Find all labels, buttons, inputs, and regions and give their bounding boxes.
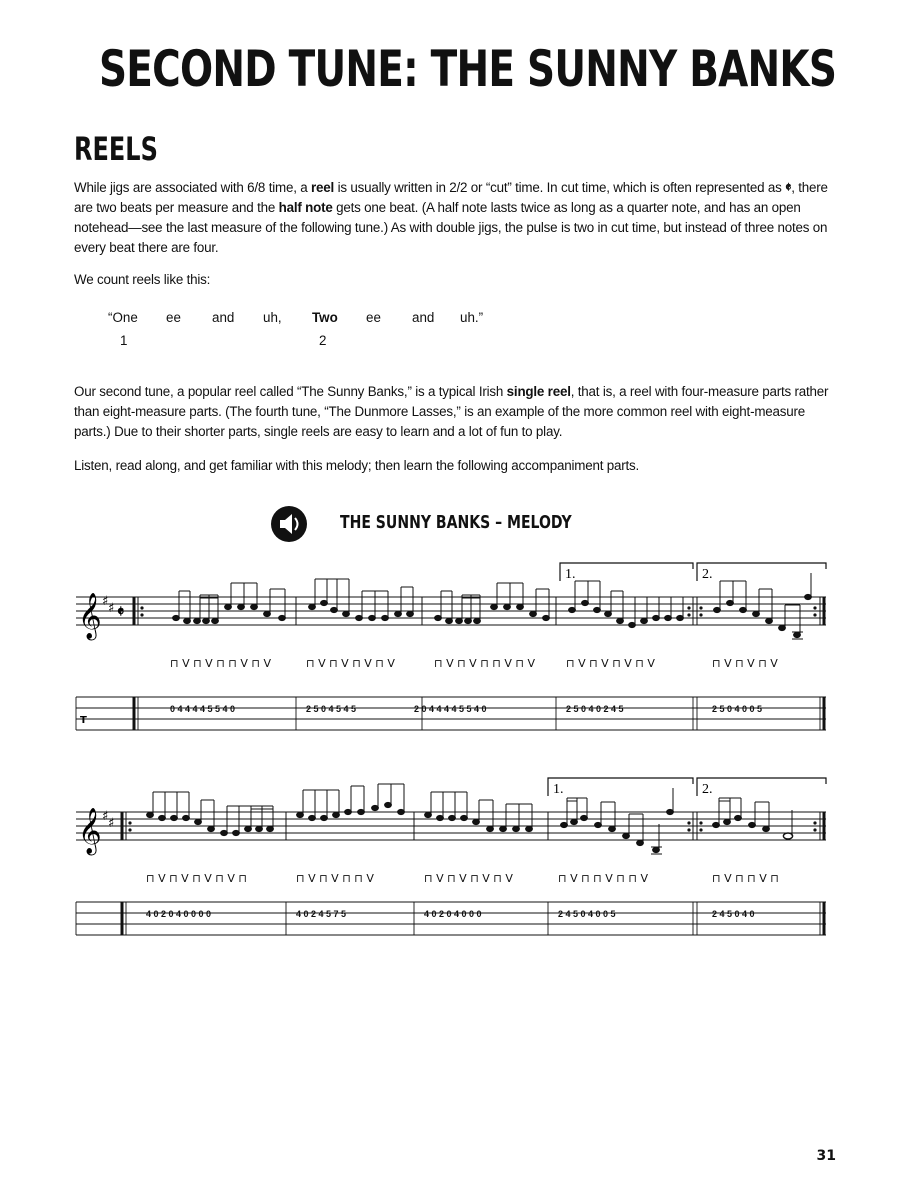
count-word: uh.” xyxy=(460,310,484,325)
picking-marks: ⊓ V ⊓ V ⊓ V ⊓ V ⊓ xyxy=(146,872,247,885)
music-system-1 xyxy=(0,555,900,735)
tab-measure: 0 4 4 4 4 5 5 4 0 xyxy=(170,704,236,714)
first-ending-label: 1. xyxy=(565,567,576,582)
tab-numbers-2 xyxy=(146,909,755,919)
page-title: SECOND TUNE: THE SUNNY BANKS xyxy=(99,40,837,98)
audio-track-icon[interactable] xyxy=(270,505,308,543)
tab-measure: 2 0 4 4 4 4 5 5 4 0 xyxy=(414,704,487,714)
picking-marks: ⊓ V ⊓ V ⊓ ⊓ V ⊓ V xyxy=(434,657,535,670)
tab-measure: 2 5 0 4 5 4 5 xyxy=(306,704,357,714)
count-word: “One xyxy=(108,310,138,325)
count-word: and xyxy=(212,310,235,325)
first-ending-label: 1. xyxy=(553,782,564,797)
intro-paragraph-1: While jigs are associated with 6/8 time, a reel is usually written in 2/2 or “cut” time. In cut time, which is often represented as 𝄵, there are two beats per measure and the half note gets one beat. (A half note lasts twice as long as a quarter note, and has an open notehead—see the last measure of the following tune.) As with double jigs, the pulse is two in cut time, but instead of three notes on every beat there are four. xyxy=(74,179,828,255)
picking-marks: ⊓ V ⊓ ⊓ V ⊓ xyxy=(712,872,779,885)
picking-pattern-1 xyxy=(170,657,778,670)
picking-marks: ⊓ V ⊓ ⊓ V ⊓ ⊓ V xyxy=(558,872,648,885)
beat-number: 2 xyxy=(319,333,327,348)
tab-measure: 4 0 2 0 4 0 0 0 0 xyxy=(146,909,212,919)
intro-paragraph-3: Our second tune, a popular reel called “The Sunny Banks,” is a typical Irish single reel, that is, a reel with four-measure parts rather than eight-measure parts. (The fourth tune, “The Dunmore Lasses,” is an example of the more common reel with eight-measure parts.) Due to their shorter parts, single reels are easy to learn and a lot of fun to play. xyxy=(74,384,829,439)
second-ending-label: 2. xyxy=(702,567,713,582)
picking-marks: ⊓ V ⊓ V ⊓ V ⊓ V xyxy=(306,657,395,670)
count-word: and xyxy=(412,310,435,325)
first-ending-bracket xyxy=(548,778,693,796)
beat-number: 1 xyxy=(120,333,128,348)
picking-marks: ⊓ V ⊓ V ⊓ V xyxy=(712,657,778,670)
intro-paragraph-2: We count reels like this: xyxy=(74,272,211,287)
tab-measure: 4 0 2 0 4 0 0 0 xyxy=(424,909,482,919)
section-heading: REELS xyxy=(74,130,158,168)
count-word: ee xyxy=(366,310,381,325)
melody-notes-1 xyxy=(173,573,812,639)
key-signature-sharp-icon: ♯ xyxy=(108,816,115,831)
first-ending-bracket xyxy=(560,563,693,581)
count-word: uh, xyxy=(263,310,282,325)
key-signature-sharp-icon: ♯ xyxy=(102,809,109,824)
key-signature-sharp-icon: ♯ xyxy=(108,601,115,616)
intro-paragraph-4: Listen, read along, and get familiar with this melody; then learn the following accompaniment parts. xyxy=(74,458,640,473)
tab-measure: 2 5 0 4 0 0 5 xyxy=(712,704,763,714)
staff-notation-1 xyxy=(0,555,900,735)
tab-measure: 2 4 5 0 4 0 xyxy=(712,909,755,919)
treble-clef-icon: 𝄞 xyxy=(78,808,102,854)
picking-pattern-2 xyxy=(146,872,779,885)
treble-clef-icon: 𝄞 xyxy=(78,593,102,639)
second-ending-bracket xyxy=(697,563,826,581)
tab-numbers-1 xyxy=(170,704,762,714)
second-ending-bracket xyxy=(697,778,826,796)
cut-time-icon: 𝄵 xyxy=(117,602,125,621)
picking-marks: ⊓ V ⊓ V ⊓ ⊓ V xyxy=(296,872,374,885)
music-system-2 xyxy=(0,770,900,950)
picking-marks: ⊓ V ⊓ V ⊓ V ⊓ V xyxy=(566,657,655,670)
tab-measure: 2 4 5 0 4 0 0 5 xyxy=(558,909,616,919)
cut-time-symbol: 𝄵 xyxy=(785,179,792,195)
picking-marks: ⊓ V ⊓ V ⊓ V ⊓ V xyxy=(424,872,513,885)
staff-notation-2 xyxy=(0,770,900,950)
second-ending-label: 2. xyxy=(702,782,713,797)
tab-measure: 4 0 2 4 5 7 5 xyxy=(296,909,347,919)
key-signature-sharp-icon: ♯ xyxy=(102,594,109,609)
tab-clef-icon: T xyxy=(80,715,87,726)
count-word: Two xyxy=(312,310,338,325)
picking-marks: ⊓ V ⊓ V ⊓ ⊓ V ⊓ V xyxy=(170,657,271,670)
count-word: ee xyxy=(166,310,181,325)
melody-title: THE SUNNY BANKS – MELODY xyxy=(340,512,572,533)
tab-measure: 2 5 0 4 0 2 4 5 xyxy=(566,704,624,714)
page-number: 31 xyxy=(816,1148,836,1164)
